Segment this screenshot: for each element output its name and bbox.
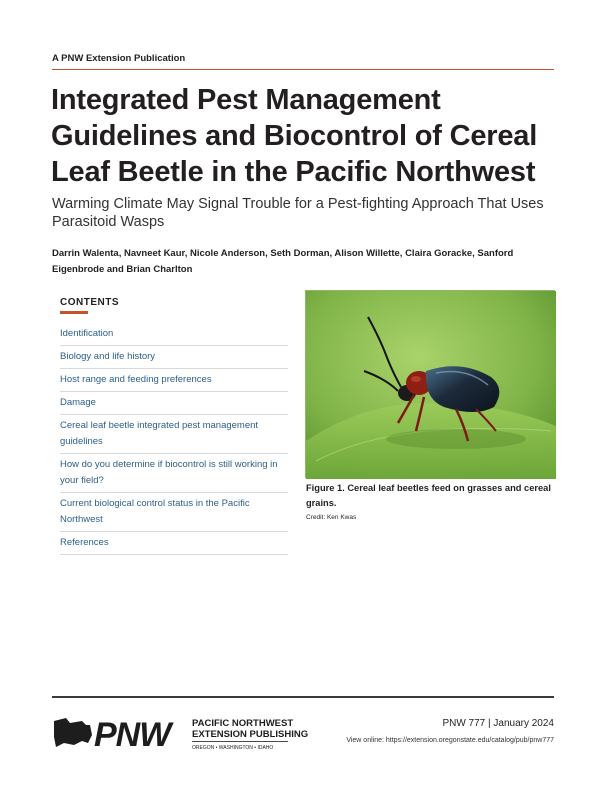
- table-of-contents: [60, 297, 288, 555]
- view-online-link[interactable]: View online: https://extension.oregonstate.edu/catalog/pub/pnw777: [346, 737, 554, 744]
- top-divider: [52, 69, 554, 70]
- logo-line-1: PACIFIC NORTHWEST: [192, 718, 294, 729]
- contents-heading: CONTENTS: [60, 297, 119, 308]
- contents-link-damage[interactable]: Damage: [60, 392, 288, 415]
- bottom-divider: [52, 696, 554, 698]
- contents-accent-bar: [60, 311, 88, 314]
- contents-link-identification[interactable]: Identification: [60, 323, 288, 346]
- contents-link-ipm-guidelines[interactable]: Cereal leaf beetle integrated pest management guidelines: [60, 415, 288, 454]
- logo-line-3: OREGON • WASHINGTON • IDAHO: [192, 745, 274, 751]
- author-list: Darrin Walenta, Navneet Kaur, Nicole Anderson, Seth Dorman, Alison Willette, Claira Goracke, Sanford Eigenbrode and Brian Charlton: [52, 248, 514, 275]
- pnw-states-map-icon: [54, 718, 92, 747]
- publication-number-date: PNW 777 | January 2024: [442, 718, 554, 729]
- beetle-photo: [305, 290, 555, 478]
- contents-list: [60, 323, 288, 555]
- beetle-illustration: [306, 291, 556, 479]
- contents-link-biology[interactable]: Biology and life history: [60, 346, 288, 369]
- contents-link-references[interactable]: References: [60, 532, 288, 555]
- photo-credit: Credit: Ken Kwas: [306, 514, 357, 521]
- contents-link-host-range[interactable]: Host range and feeding preferences: [60, 369, 288, 392]
- contents-link-control-status[interactable]: Current biological control status in the Pacific Northwest: [60, 493, 288, 532]
- pnw-logo: [52, 713, 309, 754]
- page-subtitle: Warming Climate May Signal Trouble for a Pest-fighting Approach That Uses Parasitoid Wasps: [52, 196, 544, 230]
- page-title: Integrated Pest Management Guidelines and Biocontrol of Cereal Leaf Beetle in the Pacific Northwest: [51, 84, 538, 188]
- contents-link-biocontrol-check[interactable]: How do you determine if biocontrol is still working in your field?: [60, 454, 288, 493]
- figure-caption: Figure 1. Cereal leaf beetles feed on grasses and cereal grains.: [306, 483, 551, 508]
- pnw-logo-wordmark: PNW: [94, 716, 171, 754]
- publication-kicker: A PNW Extension Publication: [52, 53, 186, 64]
- logo-line-2: EXTENSION PUBLISHING: [192, 729, 309, 740]
